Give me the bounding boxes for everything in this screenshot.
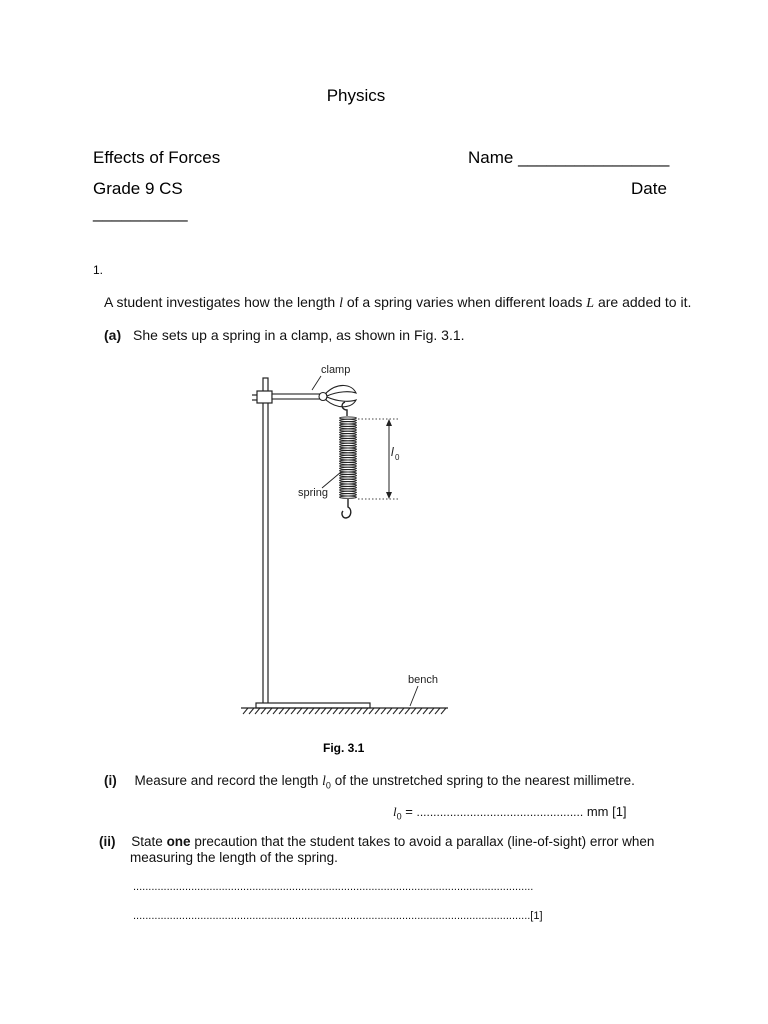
- bench-hatch-line: [369, 708, 374, 714]
- bench-label: bench: [408, 674, 438, 686]
- bench-hatch-line: [393, 708, 398, 714]
- spring-coil: [340, 467, 357, 469]
- spring-coil: [340, 479, 357, 481]
- part-i: [104, 773, 635, 791]
- bench-hatch-line: [255, 708, 260, 714]
- spring-coil: [340, 422, 357, 424]
- part-ii-text-a: State: [131, 834, 163, 849]
- bench-hatch-line: [333, 708, 338, 714]
- spring-bottom-hook: [342, 499, 351, 518]
- stand-rod: [263, 378, 268, 705]
- answer-equals: =: [405, 804, 413, 819]
- part-i-text-a: Measure and record the length: [134, 773, 319, 788]
- variable-L: L: [586, 296, 595, 311]
- bench-hatch-line: [279, 708, 284, 714]
- bench-hatch-line: [417, 708, 422, 714]
- bench-hatch-line: [435, 708, 440, 714]
- intro-text-a: A student investigates how the length: [104, 294, 336, 310]
- spring-coil: [340, 451, 357, 453]
- spring-coil: [340, 419, 357, 421]
- spring-coil: [340, 465, 357, 467]
- spring-coil: [340, 439, 357, 441]
- part-a-label: (a): [104, 327, 122, 343]
- clamp-jaw-top: [326, 385, 356, 396]
- spring-coil: [340, 496, 357, 498]
- bench-hatch-line: [411, 708, 416, 714]
- part-ii-label: (ii): [99, 834, 116, 849]
- spring-coil: [340, 427, 357, 429]
- bench-hatching: [243, 708, 446, 714]
- part-i-answer-line[interactable]: [393, 804, 627, 822]
- spring-coil: [340, 494, 357, 496]
- intro-text-b: of a spring varies when different loads: [346, 294, 583, 310]
- answer-line-2[interactable]: ..................................................................................................................................[1]: [133, 910, 543, 922]
- bench-hatch-line: [261, 708, 266, 714]
- date-label: Date: [631, 179, 667, 198]
- spring-coil: [340, 431, 357, 433]
- spring-coil: [340, 424, 357, 426]
- bench-hatch-line: [297, 708, 302, 714]
- spring-coil: [340, 446, 357, 448]
- spring-coil: [340, 489, 357, 491]
- length-symbol: l: [391, 445, 394, 459]
- clamp-arm: [272, 394, 320, 399]
- bench-hatch-line: [273, 708, 278, 714]
- part-ii: [99, 834, 654, 849]
- bench-hatch-line: [321, 708, 326, 714]
- answer-line-1[interactable]: ...................................................................................................................................: [133, 881, 534, 893]
- part-i-text-b: of the unstretched spring to the nearest millimetre.: [334, 773, 635, 788]
- bench-hatch-line: [387, 708, 392, 714]
- subject-title: Physics: [326, 86, 386, 105]
- spring-coil: [340, 448, 357, 450]
- figure-caption: Fig. 3.1: [323, 741, 365, 755]
- part-i-subscript: 0: [325, 780, 331, 791]
- bench-hatch-line: [339, 708, 344, 714]
- part-ii-text-c: measuring the length of the spring.: [130, 850, 338, 865]
- grade-label: Grade 9 CS: [93, 179, 183, 198]
- topic-title: Effects of Forces: [93, 148, 221, 167]
- clamp-jaw-bottom: [326, 397, 356, 407]
- spring-coil: [340, 455, 357, 457]
- bench-hatch-line: [363, 708, 368, 714]
- answer-symbol: l: [393, 804, 397, 819]
- spring-coil: [340, 441, 357, 443]
- part-i-symbol: l: [322, 773, 326, 788]
- part-a-text: She sets up a spring in a clamp, as shown in Fig. 3.1.: [133, 327, 465, 343]
- spring-coil: [340, 453, 357, 455]
- name-field[interactable]: Name ________________: [468, 148, 670, 167]
- spring-coil: [340, 417, 357, 419]
- bench-hatch-line: [441, 708, 446, 714]
- spring-label: spring: [298, 487, 328, 499]
- spring-coil: [340, 436, 357, 438]
- intro-text-c: are added to it.: [597, 294, 692, 310]
- bench-hatch-line: [405, 708, 410, 714]
- part-ii-text-b: precaution that the student takes to avoid a parallax (line-of-sight) error when: [194, 834, 655, 849]
- length-subscript: 0: [395, 453, 400, 462]
- bench-hatch-line: [423, 708, 428, 714]
- answer-unit-marks: mm [1]: [586, 804, 627, 819]
- bench-hatch-line: [429, 708, 434, 714]
- question-number: 1.: [93, 263, 104, 277]
- part-i-label: (i): [104, 773, 117, 788]
- bench-hatch-line: [267, 708, 272, 714]
- date-field[interactable]: __________: [93, 203, 188, 222]
- answer-dots[interactable]: ..................................................: [416, 805, 584, 819]
- variable-l: l: [339, 296, 343, 311]
- bench-hatch-line: [303, 708, 308, 714]
- spring-coil: [340, 477, 357, 479]
- bench-hatch-line: [381, 708, 386, 714]
- bench-hatch-line: [399, 708, 404, 714]
- part-a: [104, 327, 465, 343]
- answer-subscript: 0: [396, 811, 402, 822]
- bench-hatch-line: [249, 708, 254, 714]
- spring-coil: [340, 491, 357, 493]
- clamp-label: clamp: [321, 364, 351, 376]
- spring-coil: [340, 429, 357, 431]
- part-ii-bold: one: [166, 834, 191, 849]
- figure-spring-clamp: [235, 360, 465, 720]
- question-intro: [104, 294, 691, 312]
- boss-head: [257, 391, 272, 403]
- bench-hatch-line: [357, 708, 362, 714]
- bench-hatch-line: [285, 708, 290, 714]
- bench-hatch-line: [309, 708, 314, 714]
- spring-coil: [340, 434, 357, 436]
- spring-coil: [340, 463, 357, 465]
- bench-hatch-line: [315, 708, 320, 714]
- spring-coil: [340, 470, 357, 472]
- spring-coil: [340, 460, 357, 462]
- spring-coil: [340, 487, 357, 489]
- stand-base: [256, 703, 370, 708]
- spring-coil: [340, 475, 357, 477]
- spring-coil: [340, 472, 357, 474]
- bench-hatch-line: [375, 708, 380, 714]
- spring-coil: [340, 443, 357, 445]
- bench-hatch-line: [243, 708, 248, 714]
- spring-coil: [340, 484, 357, 486]
- spring-coil: [340, 482, 357, 484]
- spring-coils: [340, 417, 357, 498]
- bench-hatch-line: [345, 708, 350, 714]
- spring-coil: [340, 458, 357, 460]
- bench-hatch-line: [327, 708, 332, 714]
- bench-hatch-line: [351, 708, 356, 714]
- bench-hatch-line: [291, 708, 296, 714]
